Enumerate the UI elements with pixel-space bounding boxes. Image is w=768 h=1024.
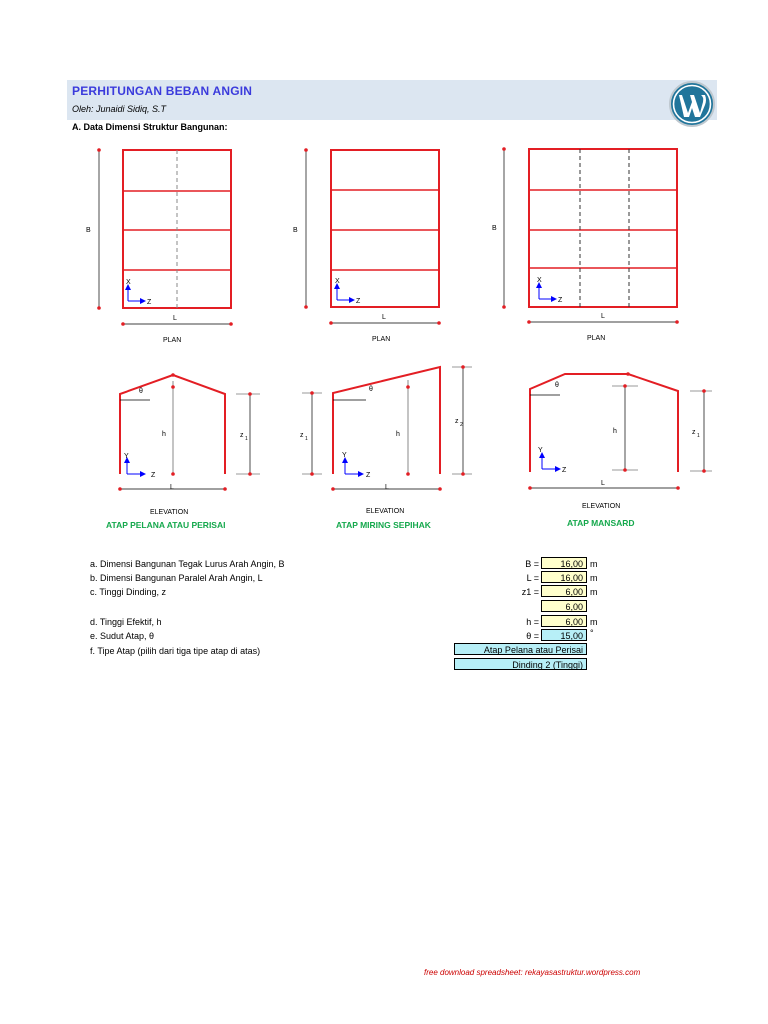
unit-z1: m [590,587,598,597]
svg-text:Y: Y [342,452,347,459]
svg-text:B: B [86,227,91,234]
svg-text:h: h [396,431,400,438]
elevation-mansard [528,372,712,528]
svg-text:z: z [692,429,696,436]
elevation-mono [300,365,472,530]
svg-text:z: z [455,418,459,425]
author-line: Oleh: Junaidi Sidiq, S.T [72,104,167,114]
input-z1-value[interactable]: 6,00 [541,585,587,597]
svg-text:L: L [385,484,389,491]
svg-text:z: z [240,432,244,439]
elevation-gable [106,373,260,530]
row-label-theta: e. Sudut Atap, θ [90,631,155,641]
unit-l: m [590,573,598,583]
svg-text:θ: θ [139,388,143,395]
svg-text:1: 1 [697,433,700,439]
plan-view-1 [86,148,233,344]
plan-view-3 [492,147,679,342]
svg-text:ATAP PELANA ATAU PERISAI: ATAP PELANA ATAU PERISAI [106,520,226,530]
svg-text:Z: Z [147,299,152,306]
svg-text:L: L [601,313,605,320]
svg-text:X: X [335,278,340,285]
symbol-z1: z1 = [521,587,539,597]
svg-text:L: L [170,484,174,491]
svg-text:1: 1 [245,436,248,442]
row-label-b: a. Dimensi Bangunan Tegak Lurus Arah Angin, B [90,559,285,569]
svg-text:ELEVATION: ELEVATION [150,509,189,516]
svg-text:X: X [126,279,131,286]
svg-text:X: X [537,277,542,284]
svg-text:Z: Z [366,472,371,479]
symbol-b: B = [525,559,539,569]
input-b-value[interactable]: 16,00 [541,557,587,569]
unit-b: m [590,559,598,569]
svg-text:Z: Z [558,297,563,304]
section-a-heading: A. Data Dimensi Struktur Bangunan: [72,122,228,132]
page-title: PERHITUNGAN BEBAN ANGIN [72,84,253,98]
row-label-roof-type: f. Tipe Atap (pilih dari tiga tipe atap di atas) [90,646,261,656]
row-label-l: b. Dimensi Bangunan Paralel Arah Angin, L [90,573,263,583]
svg-text:PLAN: PLAN [163,337,182,344]
unit-h: m [590,617,598,627]
svg-text:Z: Z [151,472,156,479]
svg-text:θ: θ [555,382,559,389]
svg-text:Z: Z [356,298,361,305]
svg-text:Z: Z [562,467,567,474]
svg-text:z: z [300,432,304,439]
svg-text:ATAP MANSARD: ATAP MANSARD [567,518,635,528]
svg-text:Y: Y [124,453,129,460]
svg-text:ATAP MIRING SEPIHAK: ATAP MIRING SEPIHAK [336,520,431,530]
svg-text:B: B [492,225,497,232]
svg-text:Y: Y [538,447,543,454]
svg-text:1: 1 [305,436,308,442]
svg-text:θ: θ [369,386,373,393]
svg-text:ELEVATION: ELEVATION [582,503,621,510]
svg-text:2: 2 [460,422,463,428]
svg-text:h: h [613,428,617,435]
svg-text:PLAN: PLAN [587,335,606,342]
row-label-z: c. Tinggi Dinding, z [90,587,167,597]
plan-view-2 [293,148,441,343]
roof-type-select[interactable]: Atap Pelana atau Perisai [454,643,587,655]
footer-link[interactable]: free download spreadsheet: rekayasastruktur.wordpress.com [424,968,641,977]
symbol-theta: θ = [526,631,539,641]
symbol-h: h = [526,617,539,627]
svg-text:L: L [382,314,386,321]
input-h-value[interactable]: 6,00 [541,615,587,627]
svg-text:B: B [293,227,298,234]
svg-text:L: L [173,315,177,322]
svg-text:ELEVATION: ELEVATION [366,508,405,515]
svg-text:h: h [162,431,166,438]
input-l-value[interactable]: 16,00 [541,571,587,583]
unit-theta: ° [590,628,594,638]
wall-select[interactable]: Dinding 2 (Tinggi) [454,658,587,670]
symbol-l: L = [526,573,539,583]
input-z2-value[interactable]: 6,00 [541,600,587,612]
svg-text:L: L [601,480,605,487]
row-label-h: d. Tinggi Efektif, h [90,617,162,627]
svg-text:PLAN: PLAN [372,336,391,343]
input-theta-value[interactable]: 15,00 [541,629,587,641]
